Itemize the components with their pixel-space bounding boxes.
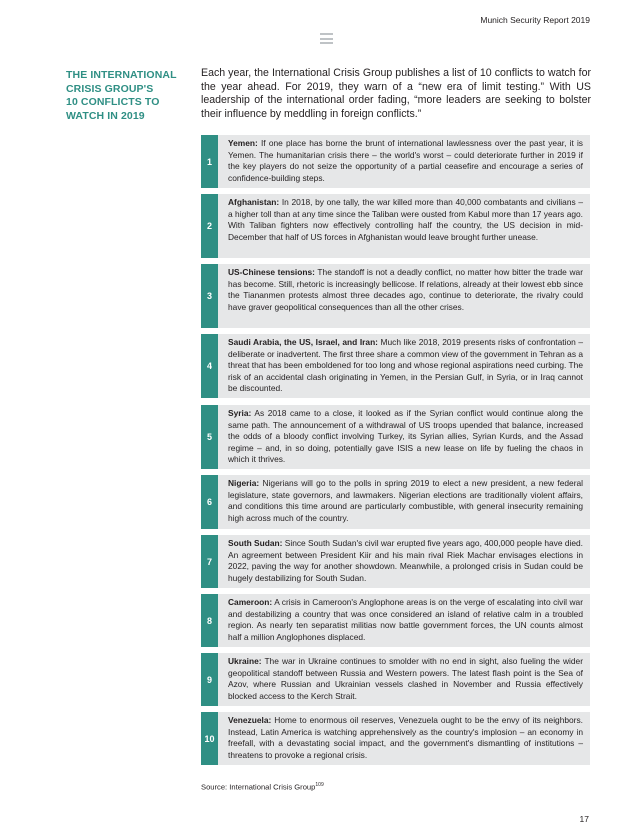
conflict-name: Cameroon: xyxy=(228,597,273,607)
conflict-name: Afghanistan: xyxy=(228,197,280,207)
conflict-description xyxy=(218,653,590,706)
conflict-text: Home to enormous oil reserves, Venezuela ought to be the envy of its neighbors. Instead, Latin America is watching apprehensively as the country's implosion – an economy in freefall, with a devastating social impact, and the government's dismantling of institutions – threatens to provoke a regional crisis. xyxy=(228,715,583,760)
conflict-name: Syria: xyxy=(228,408,252,418)
conflict-number: 4 xyxy=(201,334,218,398)
conflict-text: Since South Sudan's civil war erupted five years ago, 400,000 people have died. An agreement between President Kiir and his main rival Riek Machar envisages elections in 2022, paving the way for another showdown. Meanwhile, a prolonged crisis in Sudan could be hugely destabilizing for South Sudan. xyxy=(228,538,583,583)
conflict-text: If one place has borne the brunt of international lawlessness over the past year, it is Yemen. The humanitarian crisis there – the world's worst – could deteriorate further in 2019 if the key players do not seize the opportunity of a partial ceasefire and encourage a series of confidence-building steps. xyxy=(228,138,583,183)
conflict-number: 6 xyxy=(201,475,218,529)
conflict-item xyxy=(201,405,590,469)
conflict-name: South Sudan: xyxy=(228,538,283,548)
menu-icon[interactable] xyxy=(320,33,333,44)
conflict-item xyxy=(201,475,590,529)
conflict-item xyxy=(201,535,590,588)
conflict-item xyxy=(201,194,590,258)
conflict-item xyxy=(201,712,590,765)
conflict-description xyxy=(218,594,590,647)
conflict-number: 3 xyxy=(201,264,218,328)
conflict-description xyxy=(218,264,590,328)
conflict-number: 2 xyxy=(201,194,218,258)
source-note xyxy=(201,782,324,792)
conflict-number: 1 xyxy=(201,135,218,188)
conflict-item xyxy=(201,594,590,647)
conflict-name: Yemen: xyxy=(228,138,258,148)
conflict-name: Saudi Arabia, the US, Israel, and Iran: xyxy=(228,337,378,347)
conflict-item xyxy=(201,264,590,328)
conflict-item xyxy=(201,653,590,706)
source-label: Source: International Crisis Group xyxy=(201,782,316,792)
conflict-text: A crisis in Cameroon's Anglophone areas is on the verge of escalating into civil war and destabilizing a country that was once considered an island of relative calm in a troubled region. As nearly ten separatist militias now battle government forces, the UN counts almost half a million Anglophones displaced. xyxy=(228,597,583,642)
conflict-text: As 2018 came to a close, it looked as if the Syrian conflict would continue along the same path. The announcement of a withdrawal of US troops upended that balance, increased the odds of a bloody conflict involving Turkey, its Syrian allies, Syrian Kurds, and the Assad regime – and, in so doing, potentially gave ISIS a new lease on life by fueling the chaos in which it thrives. xyxy=(228,408,583,465)
conflict-number: 5 xyxy=(201,405,218,469)
conflict-number: 8 xyxy=(201,594,218,647)
conflict-description xyxy=(218,535,590,588)
report-header-title: Munich Security Report 2019 xyxy=(480,15,590,25)
menu-icon-line xyxy=(320,38,333,40)
conflict-name: Venezuela: xyxy=(228,715,272,725)
intro-paragraph: Each year, the International Crisis Group publishes a list of 10 conflicts to watch for the year ahead. For 2019, they warn of a “new era of limit testing.” With US leadership of the international order fading, “more leaders are seeking to bolster their influence by meddling in foreign conflicts.” xyxy=(201,67,591,120)
conflict-description xyxy=(218,135,590,188)
conflict-name: US-Chinese tensions: xyxy=(228,267,315,277)
conflict-number: 7 xyxy=(201,535,218,588)
conflict-description xyxy=(218,475,590,529)
conflict-text: The war in Ukraine continues to smolder with no end in sight, also fueling the wider geopolitical standoff between Russia and Western powers. The latest flash point is the Sea of Azov, where Russian and Ukrainian vessels clashed in November and Russia effectively blocked access to the Kerch Strait. xyxy=(228,656,583,701)
conflict-description xyxy=(218,405,590,469)
conflict-description xyxy=(218,712,590,765)
conflict-name: Ukraine: xyxy=(228,656,262,666)
conflict-name: Nigeria: xyxy=(228,478,260,488)
conflict-text: The standoff is not a deadly conflict, no matter how bitter the trade war has become. Still, rhetoric is increasingly bellicose. If relations, already at their lowest ebb since the Tiananmen protests almost three decades ago, continue to deteriorate, the rivalry could have graver geopolitical consequences than all the other crises. xyxy=(228,267,583,312)
conflict-item xyxy=(201,334,590,398)
footnote-ref[interactable]: 109 xyxy=(315,782,324,788)
section-heading: THE INTERNATIONAL CRISIS GROUP'S 10 CONFLICTS TO WATCH IN 2019 xyxy=(66,69,177,122)
conflict-number: 9 xyxy=(201,653,218,706)
conflict-text: Nigerians will go to the polls in spring 2019 to elect a new president, a new federal legislature, state governors, and lawmakers. Nigerian elections are traditionally violent affairs, and conditions this time around are particularly combustible, with general insecurity remaining high across much of the country. xyxy=(228,478,583,523)
page-number: 17 xyxy=(579,814,589,824)
conflict-item xyxy=(201,135,590,188)
conflict-number: 10 xyxy=(201,712,218,765)
conflict-description xyxy=(218,194,590,258)
conflict-text: Much like 2018, 2019 presents risks of confrontation – deliberate or inadvertent. The first three share a common view of the government in Tehran as a threat that has been emboldened for too long and whose regional aspirations need curbing. The risk of an accidental clash originating in Yemen, in the Persian Gulf, in Syria, or in Iraq cannot be discounted. xyxy=(228,337,583,394)
menu-icon-line xyxy=(320,42,333,44)
conflict-text: In 2018, by one tally, the war killed more than 40,000 combatants and civilians – a higher toll than at any time since the Taliban were ousted from Kabul more than 17 years ago. With Taliban fighters now effectively controlling half the country, the US decision in mid-December that half of US forces in Afghanistan would leave brought further unease. xyxy=(228,197,583,242)
menu-icon-line xyxy=(320,33,333,35)
conflict-description xyxy=(218,334,590,398)
